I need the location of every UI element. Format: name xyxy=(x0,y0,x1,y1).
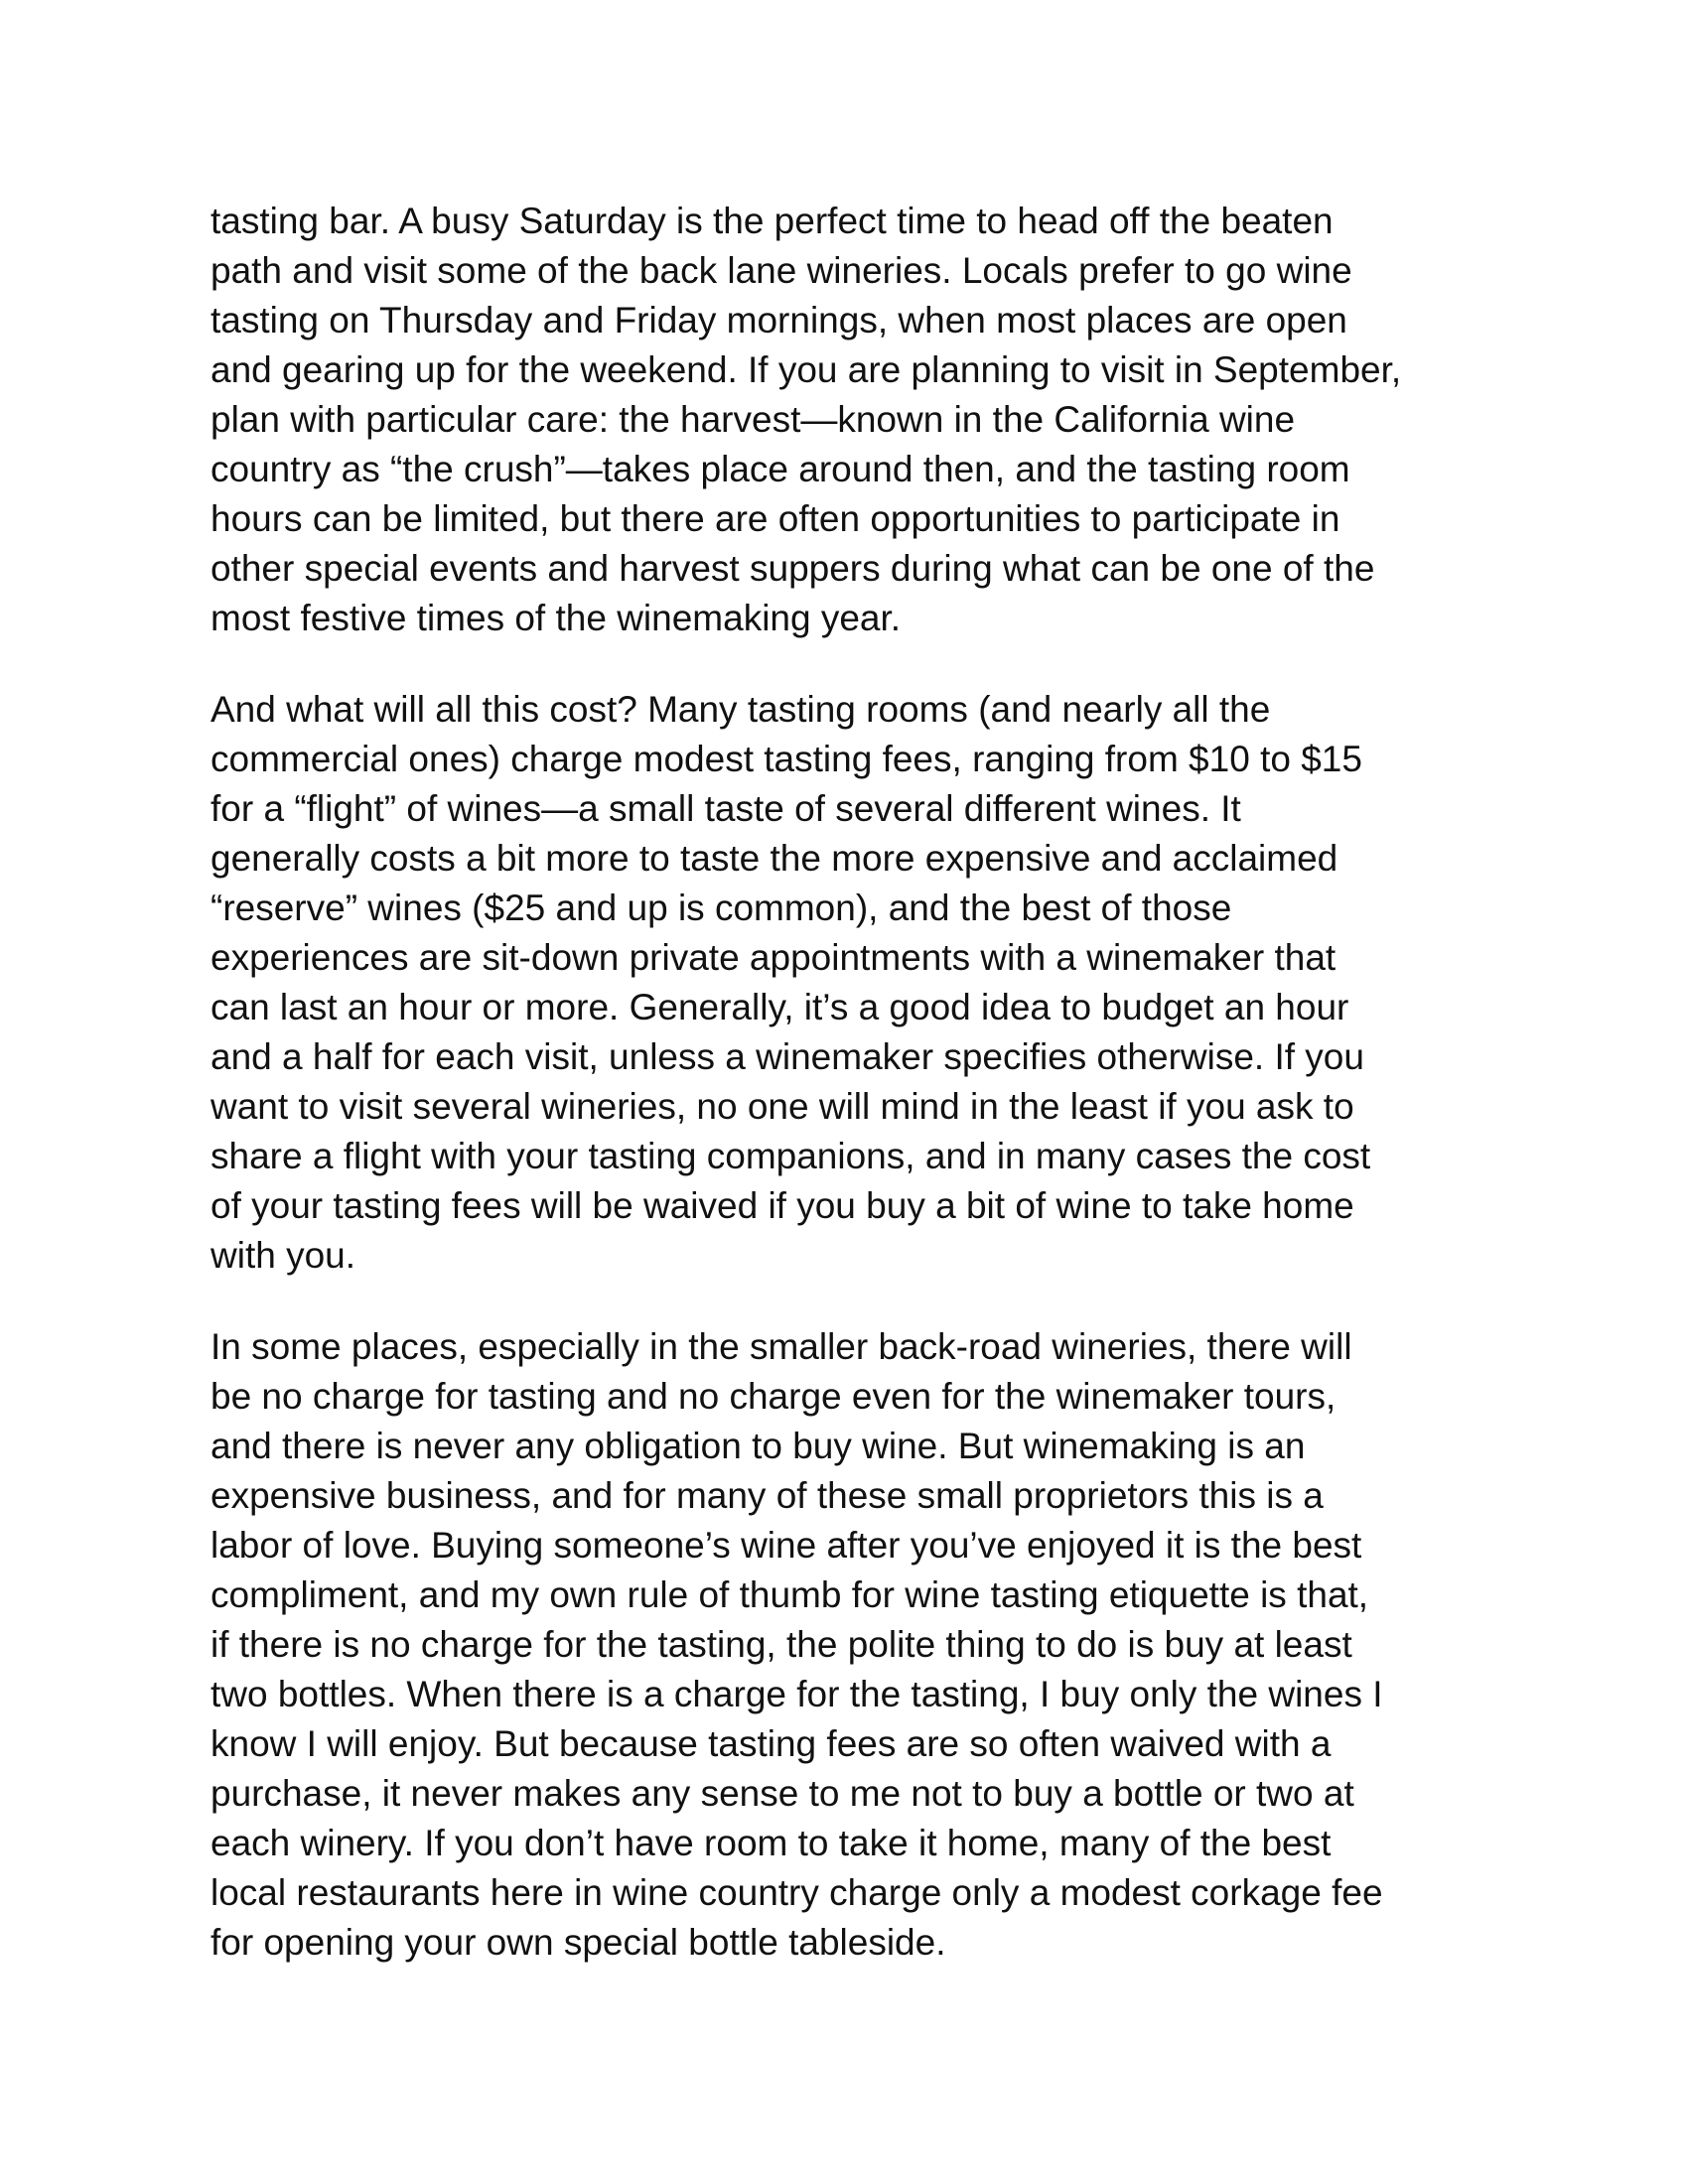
text-line: tasting bar. A busy Saturday is the perfect time to head off the beaten xyxy=(211,201,1334,241)
text-line: tasting on Thursday and Friday mornings, when most places are open xyxy=(211,300,1347,341)
text-line: commercial ones) charge modest tasting fees, ranging from $10 to $15 xyxy=(211,739,1362,779)
text-line: and there is never any obligation to buy wine. But winemaking is an xyxy=(211,1426,1306,1466)
text-line: each winery. If you don’t have room to take it home, many of the best xyxy=(211,1823,1332,1863)
text-line: of your tasting fees will be waived if you buy a bit of wine to take home xyxy=(211,1185,1354,1226)
text-line: local restaurants here in wine country charge only a modest corkage fee xyxy=(211,1872,1383,1913)
text-line: know I will enjoy. But because tasting fees are so often waived with a xyxy=(211,1723,1332,1764)
paragraph-tasting-times xyxy=(211,197,1501,643)
text-line: most festive times of the winemaking year. xyxy=(211,598,902,638)
text-line: other special events and harvest suppers during what can be one of the xyxy=(211,548,1375,589)
text-line: plan with particular care: the harvest—known in the California wine xyxy=(211,399,1296,440)
text-line: and gearing up for the weekend. If you are planning to visit in September, xyxy=(211,349,1402,390)
text-line: expensive business, and for many of these small proprietors this is a xyxy=(211,1475,1324,1516)
text-line: experiences are sit-down private appointments with a winemaker that xyxy=(211,937,1336,978)
text-line: hours can be limited, but there are often opportunities to participate in xyxy=(211,498,1340,539)
text-line: want to visit several wineries, no one will mind in the least if you ask to xyxy=(211,1086,1354,1127)
text-line: can last an hour or more. Generally, it’s a good idea to budget an hour xyxy=(211,987,1349,1027)
paragraph-tasting-etiquette xyxy=(211,1322,1501,1968)
text-line: and a half for each visit, unless a winemaker specifies otherwise. If you xyxy=(211,1036,1364,1077)
text-line: And what will all this cost? Many tasting rooms (and nearly all the xyxy=(211,689,1271,730)
text-line: for a “flight” of wines—a small taste of several different wines. It xyxy=(211,788,1241,829)
text-line: purchase, it never makes any sense to me not to buy a bottle or two at xyxy=(211,1773,1354,1814)
text-line: with you. xyxy=(211,1235,356,1276)
text-line: compliment, and my own rule of thumb for wine tasting etiquette is that, xyxy=(211,1574,1369,1615)
text-line: for opening your own special bottle tableside. xyxy=(211,1922,946,1963)
text-line: be no charge for tasting and no charge even for the winemaker tours, xyxy=(211,1376,1336,1417)
text-line: if there is no charge for the tasting, the polite thing to do is buy at least xyxy=(211,1624,1352,1665)
body-text xyxy=(211,197,1501,2009)
text-line: path and visit some of the back lane wineries. Locals prefer to go wine xyxy=(211,250,1352,291)
paragraph-tasting-costs xyxy=(211,685,1501,1281)
text-line: generally costs a bit more to taste the more expensive and acclaimed xyxy=(211,838,1338,879)
text-line: share a flight with your tasting companions, and in many cases the cost xyxy=(211,1136,1371,1176)
text-line: labor of love. Buying someone’s wine after you’ve enjoyed it is the best xyxy=(211,1525,1362,1566)
text-line: country as “the crush”—takes place around then, and the tasting room xyxy=(211,449,1350,489)
text-line: “reserve” wines ($25 and up is common), and the best of those xyxy=(211,887,1232,928)
text-line: In some places, especially in the smaller back-road wineries, there will xyxy=(211,1326,1352,1367)
text-line: two bottles. When there is a charge for the tasting, I buy only the wines I xyxy=(211,1674,1383,1714)
